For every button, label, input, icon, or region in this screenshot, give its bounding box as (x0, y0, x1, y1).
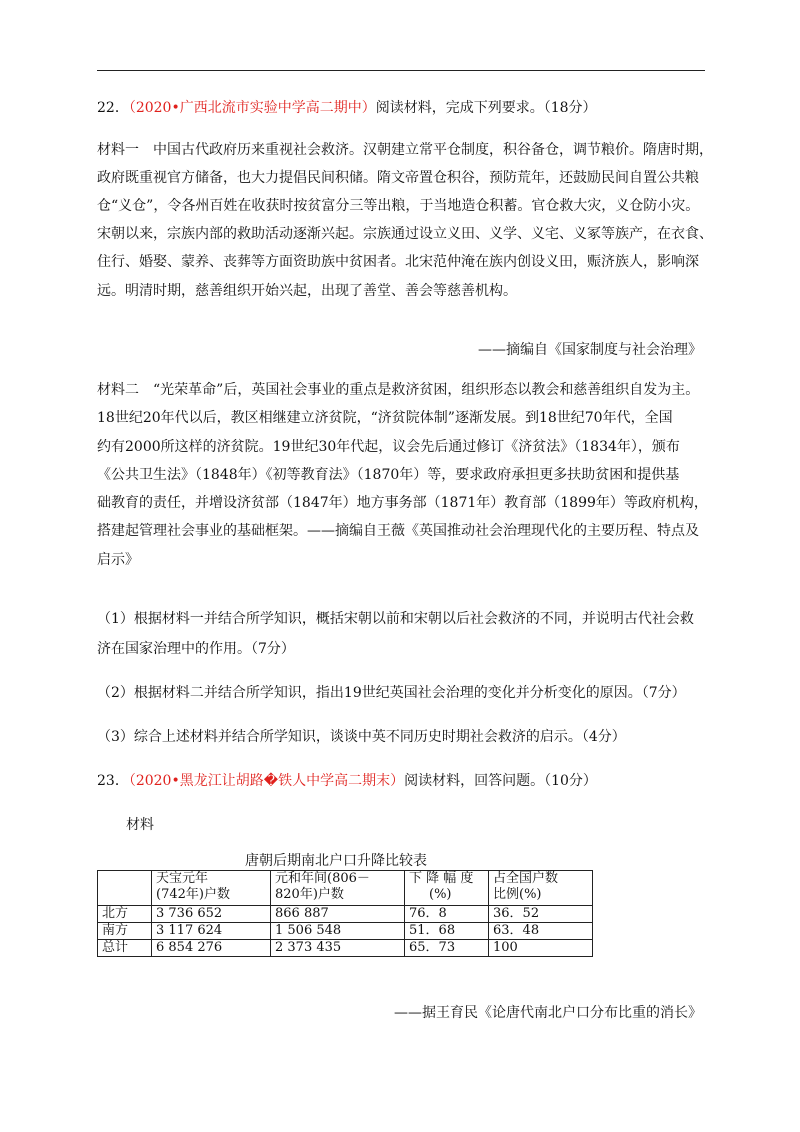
q22-prompt: 阅读材料，完成下列要求。（18分） (375, 100, 597, 116)
table-header-row (98, 871, 593, 906)
material1-line: 宋朝以来，宗族内部的救助活动逐渐兴起。宗族通过设立义田、义学、义宅、义冢等族产，在衣食、 (97, 226, 713, 242)
table-cell: 6 854 276 (152, 940, 271, 957)
header-cell (98, 871, 152, 906)
header-cell (152, 871, 271, 906)
table-cell: 总计 (98, 940, 152, 957)
table-source: ——据王育民《论唐代南北户口分布比重的消长》 (394, 1005, 702, 1021)
table-cell: 76．8 (405, 906, 489, 923)
material1-line: 远。明清时期，慈善组织开始兴起，出现了善堂、善会等慈善机构。 (97, 283, 517, 299)
material1-line: 住行、婚娶、蒙养、丧葬等方面资助族中贫困者。北宋范仲淹在族内创设义田，赈济族人，影响深 (97, 254, 699, 270)
table-cell: 3 736 652 (152, 906, 271, 923)
q23-heading (97, 772, 597, 790)
header-cell (405, 871, 489, 906)
header-line: 下 降 幅 度 (409, 871, 474, 886)
table-cell: 36．52 (489, 906, 593, 923)
material2-line: 搭建起管理社会事业的基础框架。——摘编自王薇《英国推动社会治理现代化的主要历程、特点及 (97, 523, 699, 539)
header-line: (%) (429, 887, 452, 902)
table-cell: 北方 (98, 906, 152, 923)
q23-prompt: 阅读材料，回答问题。（10分） (404, 773, 597, 789)
material2-line: 础教育的责任，并增设济贫部（1847年）地方事务部（1871年）教育部（1899年）等政府机构， (97, 495, 708, 511)
table-cell: 3 117 624 (152, 923, 271, 940)
material1-source: ——摘编自《国家制度与社会治理》 (478, 342, 702, 358)
table-row (98, 940, 593, 957)
material2-line: 材料二 “光荣革命”后，英国社会事业的重点是救济贫困，组织形态以教会和慈善组织自发为主。 (97, 382, 700, 398)
table-row (98, 906, 593, 923)
table-cell: 65．73 (405, 940, 489, 957)
material2-line: 约有2000所这样的济贫院。19世纪30年代起，议会先后通过修订《济贫法》（1834年），颁布 (97, 439, 680, 455)
household-table (97, 870, 593, 957)
sub-question-1: （1）根据材料一并结合所学知识，概括宋朝以前和宋朝以后社会救济的不同，并说明古代社会救 (97, 611, 694, 627)
material2-line: 18世纪20年代以后，教区相继建立济贫院，“济贫院体制”逐渐发展。到18世纪70年代，全国 (97, 410, 673, 426)
material2-line: 启示》 (97, 552, 139, 568)
q23-number: 23． (97, 773, 129, 789)
sub-question-3: （3）综合上述材料并结合所学知识，谈谈中英不同历史时期社会救济的启示。（4分） (97, 729, 626, 745)
table-cell: 南方 (98, 923, 152, 940)
table-row (98, 923, 593, 940)
table-caption: 唐朝后期南北户口升降比较表 (245, 853, 427, 869)
material1-line: 材料一 中国古代政府历来重视社会救济。汉朝建立常平仓制度，积谷备仓，调节粮价。隋唐时期， (97, 142, 713, 158)
table-cell: 2 373 435 (271, 940, 405, 957)
material1-line: 仓“义仓”，令各州百姓在收获时按贫富分三等出粮，于当地造仓积蓄。官仓救大灾，义仓防小灾。 (97, 198, 700, 214)
header-line: 天宝元年 (156, 871, 209, 886)
header-line: 元和年间(806－ (275, 871, 370, 886)
table-cell: 100 (489, 940, 593, 957)
header-cell (271, 871, 405, 906)
table-cell: 51．68 (405, 923, 489, 940)
sub-question-1-cont: 济在国家治理中的作用。（7分） (97, 641, 295, 657)
q23-material-label: 材料 (126, 817, 154, 833)
q23-source: （2020•黑龙江让胡路�铁人中学高二期末） (128, 773, 405, 789)
header-line: (742年)户数 (156, 887, 230, 902)
table-cell: 1 506 548 (271, 923, 405, 940)
q22-source: （2020•广西北流市实验中学高二期中） (128, 100, 376, 116)
sub-question-2: （2）根据材料二并结合所学知识，指出19世纪英国社会治理的变化并分析变化的原因。（7分） (97, 685, 686, 701)
q22-number: 22． (97, 100, 129, 116)
q22-heading (97, 99, 597, 117)
material2-line: 《公共卫生法》（1848年）《初等教育法》（1870年）等，要求政府承担更多扶助贫困和提供基 (97, 467, 680, 483)
header-cell (489, 871, 593, 906)
header-line: 占全国户数 (493, 871, 559, 886)
table-cell: 866 887 (271, 906, 405, 923)
header-line: 比例(%) (493, 887, 542, 902)
header-rule (97, 70, 705, 71)
table-cell: 63．48 (489, 923, 593, 940)
material1-line: 政府既重视官方储备，也大力提倡民间积储。隋文帝置仓积谷，预防荒年，还鼓励民间自置公共粮 (97, 170, 699, 186)
header-line: 820年)户数 (275, 887, 344, 902)
